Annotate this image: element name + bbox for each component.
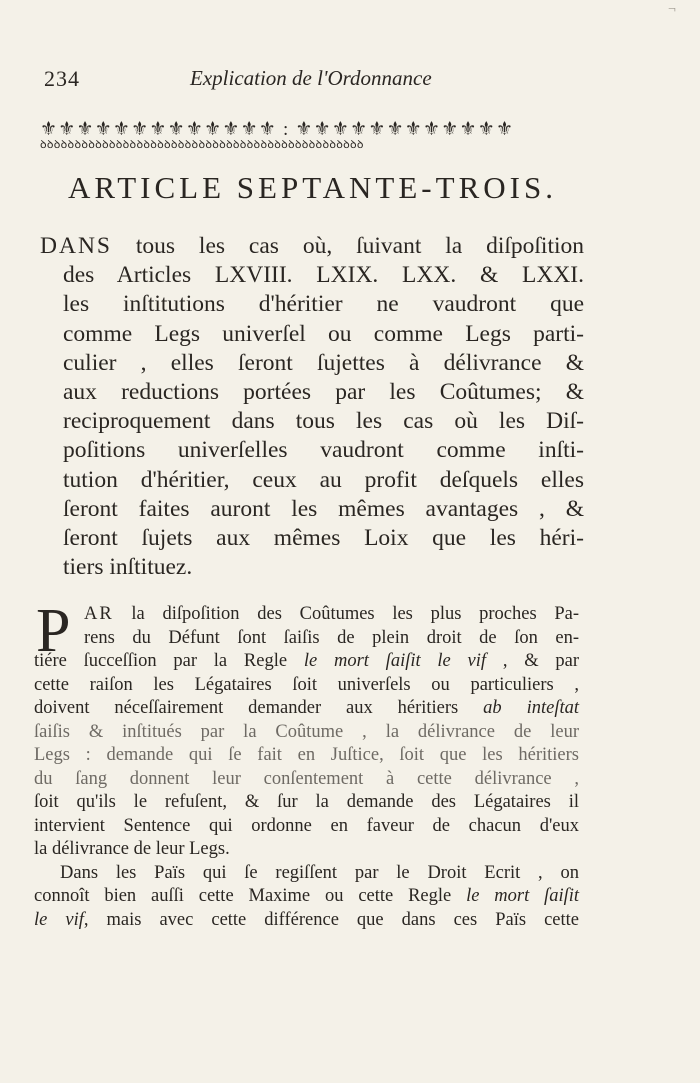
commentary-line: cette raiſon les Légataires ſoit univerſels ou particuliers , (34, 674, 579, 695)
corner-mark: ¬ (668, 2, 676, 17)
commentary-segment: , & par (502, 651, 580, 671)
commentary-line (34, 603, 579, 627)
ordinance-line: tution d'héritier, ceux au profit deſquels elles (63, 466, 584, 493)
ordinance-line: tiers inſtituez. (63, 554, 193, 581)
running-title: Explication de l'Ordonnance (190, 66, 432, 90)
small-caps-word: AR (84, 604, 114, 624)
commentary-line: du ſang donnent leur conſentement à cette délivrance , (34, 768, 579, 789)
ordinance-line: culier , elles ſeront ſujettes à délivrance & (63, 349, 584, 376)
ornament-scrollwork: ꝺꝺꝺꝺꝺꝺꝺꝺꝺꝺꝺꝺꝺꝺꝺꝺꝺꝺꝺꝺꝺꝺꝺꝺꝺꝺꝺꝺꝺꝺꝺꝺꝺꝺꝺꝺꝺꝺꝺꝺꝺꝺꝺꝺꝺꝺꝺ (40, 139, 364, 151)
maxim-italic: le vif (34, 909, 84, 930)
commentary-line-rest: la diſpoſition des Coûtumes les plus proches Pa- (131, 604, 580, 624)
commentary-line (34, 697, 579, 721)
latin-italic: ab inteſtat (483, 698, 579, 718)
commentary-line: Dans les Païs qui ſe regiſſent par le Droit Ecrit , on (60, 862, 579, 883)
commentary-line: rens du Défunt ſont ſaiſis de plein droit de ſon en- (84, 627, 579, 648)
commentary-line (34, 650, 579, 674)
commentary-line: intervient Sentence qui ordonne en faveur de chacun d'eux (34, 815, 579, 836)
ordinance-line: comme Legs univerſel ou comme Legs parti- (63, 320, 584, 347)
running-head (44, 62, 584, 94)
ordinance-line: aux reductions portées par les Coûtumes; & (63, 379, 584, 406)
ordinance-line: les inſtitutions d'héritier ne vaudront que (63, 291, 584, 318)
commentary-line: ſoit qu'ils le refuſent, & ſur la demande des Légataires il (34, 792, 579, 812)
ordinance-line: ſeront faites auront les mêmes avantages , & (63, 495, 584, 522)
commentary-segment: , mais avec cette différence que dans ces Païs cette (83, 909, 579, 930)
commentary-line: Legs : demande qui ſe fait en Juſtice, ſoit que les héritiers (34, 745, 579, 765)
commentary-text (34, 597, 580, 932)
maxim-italic: le mort ſaiſit (466, 886, 580, 906)
commentary-line (34, 885, 579, 909)
ornament-fleurons: ⚜⚜⚜⚜⚜⚜⚜⚜⚜⚜⚜⚜⚜ : ⚜⚜⚜⚜⚜⚜⚜⚜⚜⚜⚜⚜ (40, 120, 515, 140)
commentary-line: la délivrance de leur Legs. (34, 839, 230, 859)
ordinance-line: poſitions univerſelles vaudront comme inſti- (63, 437, 584, 464)
ordinance-line-rest: tous les cas où, ſuivant la diſpoſition (135, 233, 585, 259)
ordinance-line: des Articles LXVIII. LXIX. LXX. & LXXI. (63, 262, 584, 289)
commentary-line (34, 909, 579, 933)
drop-cap: P (36, 597, 71, 665)
ordinance-first-word: DANS (40, 233, 112, 259)
commentary-segment: doivent néceſſairement demander aux héritiers (34, 698, 459, 718)
page-number: 234 (44, 66, 80, 91)
ornament-band (40, 120, 585, 160)
ordinance-line: reciproquement dans tous les cas où les Diſ- (63, 408, 584, 435)
maxim-italic: le mort ſaiſit le vif (303, 651, 487, 671)
commentary-segment: tiére ſucceſſion par la Regle (34, 651, 288, 671)
article-heading: ARTICLE SEPTANTE-TROIS. (68, 170, 557, 205)
ordinance-line (40, 232, 584, 261)
commentary-line: ſaiſis & inſtitués par la Coûtume , la délivrance de leur (34, 721, 579, 742)
ordinance-line: ſeront ſujets aux mêmes Loix que les héri- (63, 525, 584, 552)
ordinance-text (40, 232, 584, 582)
commentary-segment: connoît bien auſſi cette Maxime ou cette Regle (34, 886, 452, 906)
